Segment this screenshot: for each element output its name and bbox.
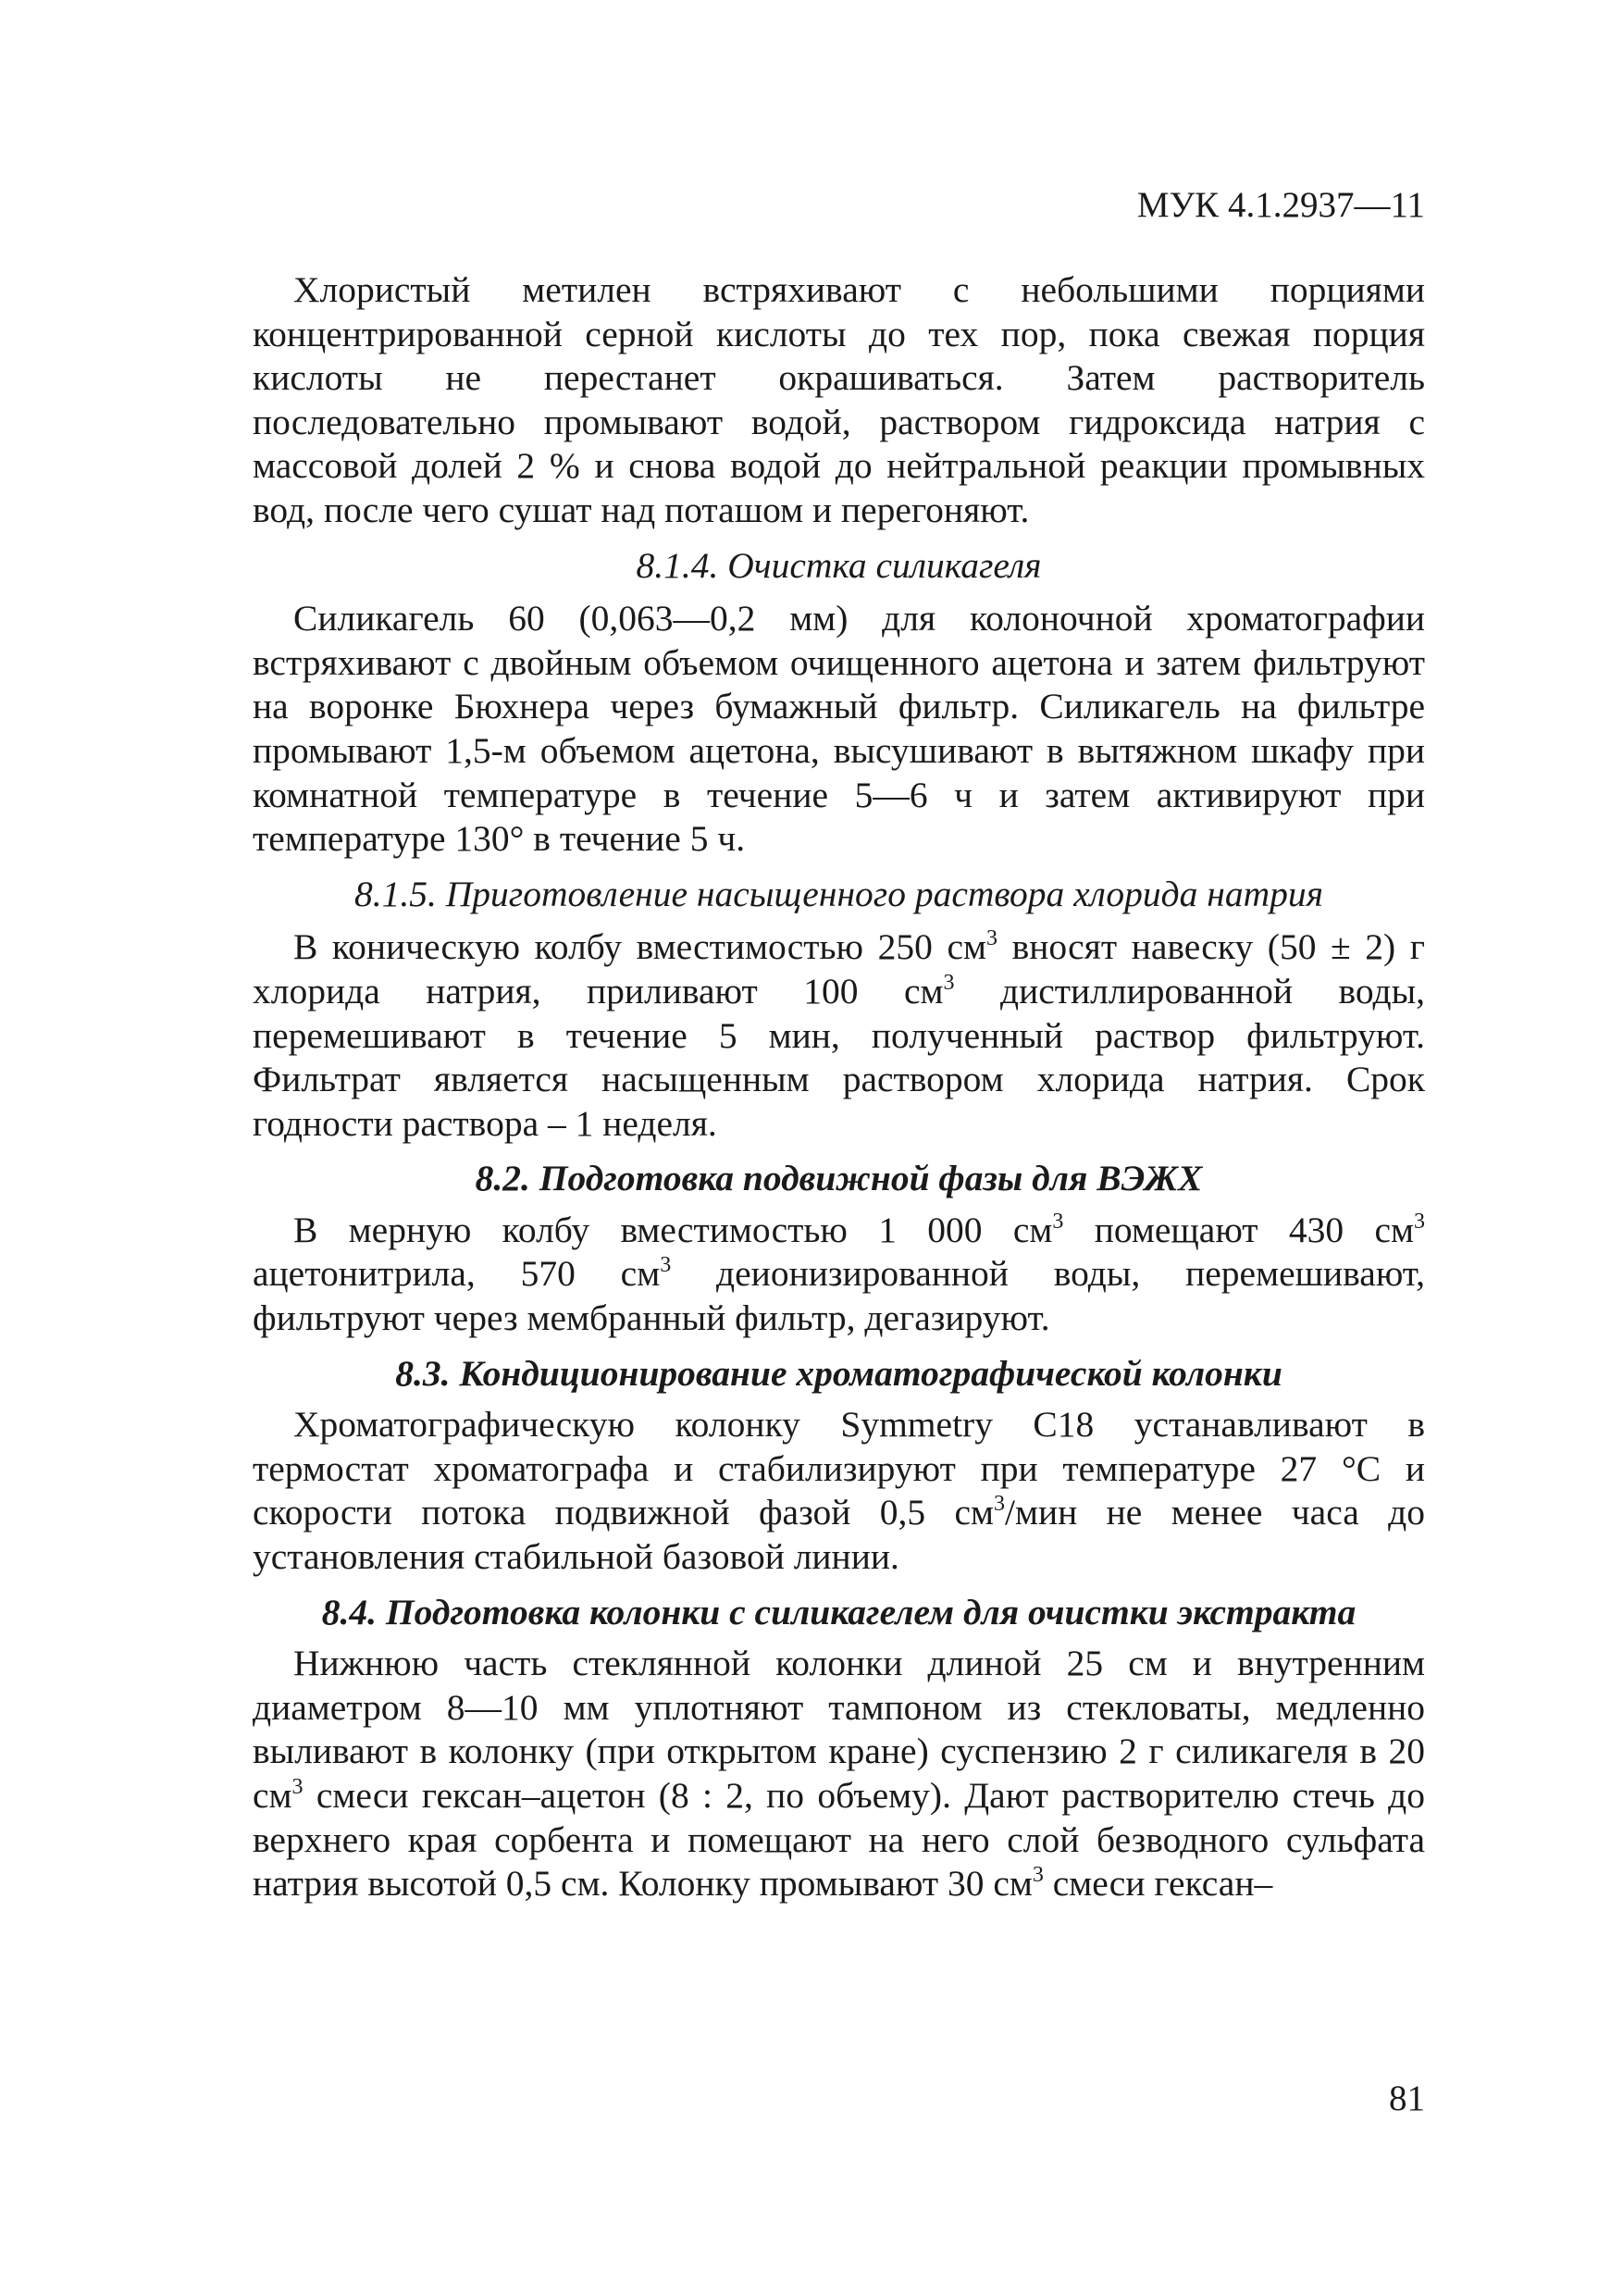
superscript: 3 [1032,1863,1044,1888]
paragraph [253,1642,1425,1906]
text-run: 8.1.4. Очистка силикагеля [636,544,1042,586]
text-run: дистиллированной воды, перемешивают в течение 5 мин, полученный раствор фильтруют. Фильтрат является насыщенным раствором хлорида натрия. Срок годности раствора – 1 неделя. [253,970,1425,1144]
superscript: 3 [291,1775,304,1799]
paragraph [253,925,1425,1146]
text-run: ацетонитрила, 570 см [253,1253,661,1295]
text-run: смеси гексан– [1043,1863,1273,1905]
text-run: Силикагель 60 (0,063—0,2 мм) для колоночной хроматографии встряхивают с двойным объемом очищенного ацетона и затем фильтруют на воронке Бюхнера через бумажный фильтр. Силикагель на фильтре промывают 1,5-м объемом ацетона, высушивают в вытяжном шкафу при комнатной температуре в течение 5—6 ч и затем активируют при температуре 130° в течение 5 ч. [253,598,1425,860]
running-header: МУК 4.1.2937—11 [1136,185,1425,225]
paragraph [253,1403,1425,1579]
text-run: Хроматографическую колонку Symmetry C18 устанавливают в термостат хроматографа и стабилизируют при температуре 27 °С и скорости потока подвижной фазой 0,5 см [253,1404,1425,1533]
text-run: смеси гексан–ацетон (8 : 2, по объему). Дают растворителю стечь до верхнего края сорбента и помещают на него слой безводного сульфата натрия высотой 0,5 см. Колонку промывают 30 см [253,1775,1425,1905]
text-run: 8.1.5. Приготовление насыщенного раствора хлорида натрия [354,873,1323,914]
text-run: 8.2. Подготовка подвижной фазы для ВЭЖХ [475,1158,1203,1199]
text-run: Нижнюю часть стеклянной колонки длиной 25 см и внутренним диаметром 8—10 мм уплотняют тампоном из стекловаты, медленно выливают в колонку (при открытом кране) суспензию 2 г силикагеля в 20 см [253,1643,1425,1816]
text-run: /мин не менее часа до установления стабильной базовой линии. [253,1492,1425,1578]
superscript: 3 [660,1253,672,1278]
superscript: 3 [943,970,955,995]
superscript: 3 [1413,1209,1425,1234]
text-run: 8.3. Кондиционирование хроматографической колонки [395,1352,1282,1394]
text-run: 8.4. Подготовка колонки с силикагелем для очистки экстракта [321,1591,1357,1632]
superscript: 3 [986,926,998,951]
text-run: В коническую колбу вместимостью 250 см [293,926,987,968]
paragraph [253,268,1425,533]
superscript: 3 [994,1492,1006,1517]
text-run: деионизированной воды, перемешивают, фильтруют через мембранный фильтр, дегазируют. [253,1253,1425,1339]
paragraph [253,1209,1425,1341]
text-run: вносят навеску (50 ± 2) г хлорида натрия, приливают 100 см [253,926,1426,1011]
text-run: помещают 430 см [1063,1209,1414,1250]
page-body [253,268,1425,1917]
paragraph [253,597,1425,862]
section-heading [253,1352,1425,1396]
section-heading [253,1157,1425,1201]
subsection-heading [253,544,1425,589]
section-heading [253,1591,1425,1635]
page-number: 81 [1389,2079,1425,2118]
text-run: Хлористый метилен встряхивают с небольшими порциями концентрированной серной кислоты до тех пор, пока свежая порция кислоты не перестанет окрашиваться. Затем растворитель последовательно промывают водой, раствором гидроксида натрия с массовой долей 2 % и снова водой до нейтральной реакции промывных вод, после чего сушат над поташом и перегоняют. [253,269,1425,530]
subsection-heading [253,873,1425,917]
text-run: В мерную колбу вместимостью 1 000 см [293,1209,1053,1250]
superscript: 3 [1052,1209,1064,1234]
